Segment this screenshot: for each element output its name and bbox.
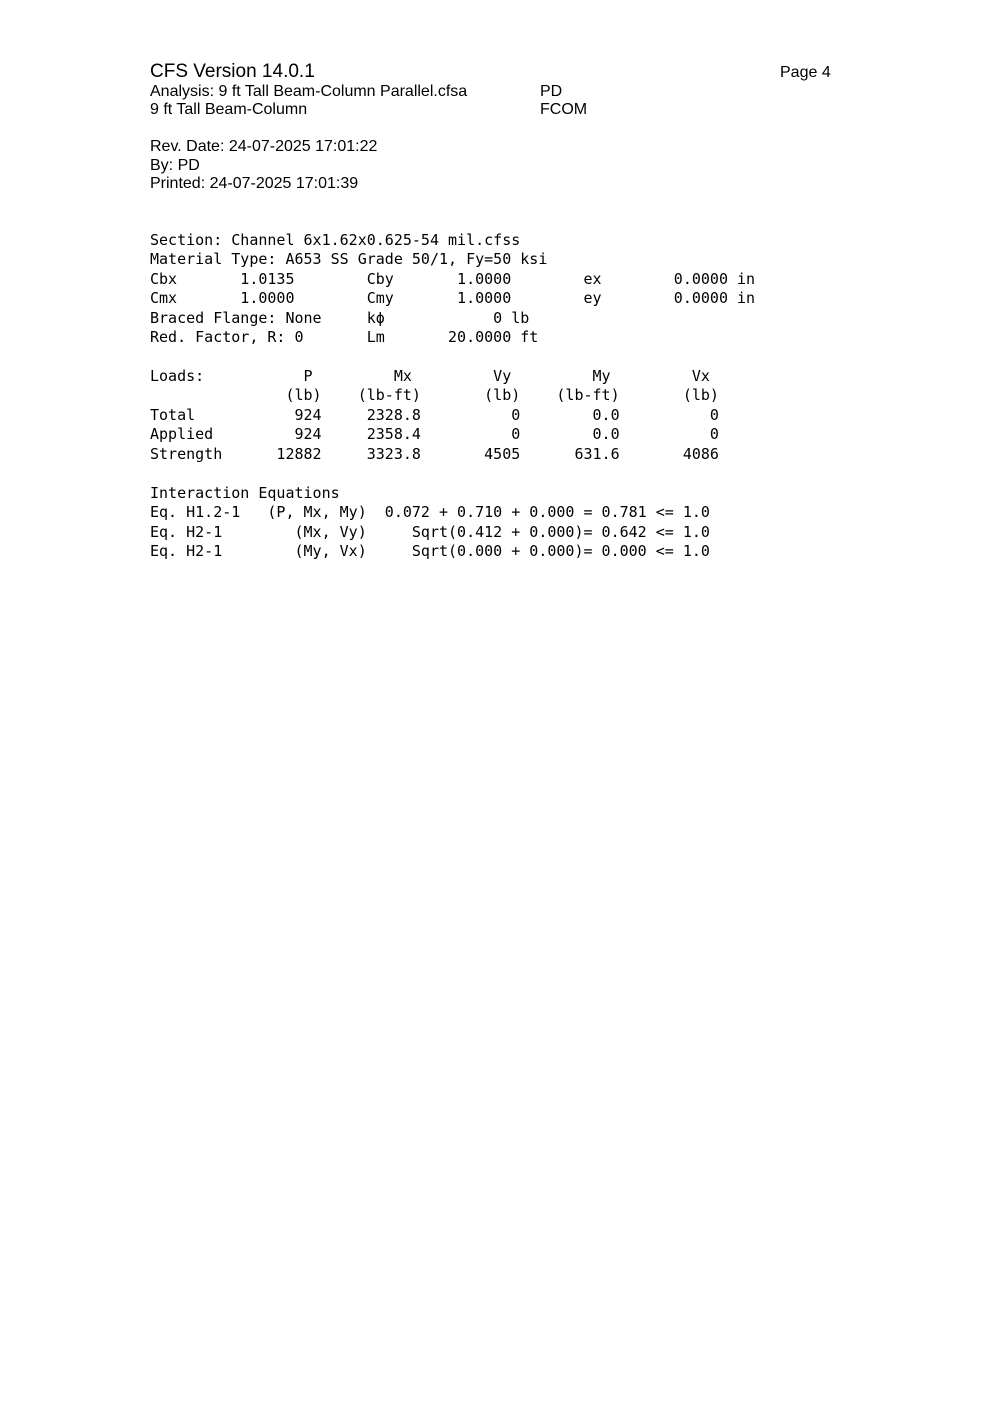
subtitle: 9 ft Tall Beam-Column — [150, 101, 308, 118]
equation-row: Eq. H2-1 (Mx, Vy) Sqrt(0.412 + 0.000)= 0.642 <= 1.0 — [150, 522, 710, 541]
loads-units-row: (lb) (lb-ft) (lb) (lb-ft) (lb) — [150, 386, 719, 404]
loads-row-strength: Strength 12882 3323.8 4505 631.6 4086 — [150, 444, 719, 463]
section-block — [150, 211, 755, 367]
page-number: Page 4 — [780, 64, 831, 81]
red-factor-line: Red. Factor, R: 0 Lm 20.0000 ft — [150, 328, 539, 346]
analysis-line: Analysis: 9 ft Tall Beam-Column Parallel.cfsa — [150, 83, 468, 100]
author: By: PD — [150, 157, 200, 174]
app-version-title: CFS Version 14.0.1 — [150, 61, 315, 82]
material-line: Material Type: A653 SS Grade 50/1, Fy=50 ksi — [150, 250, 548, 268]
loads-row-total: Total 924 2328.8 0 0.0 0 — [150, 405, 719, 424]
printed-date: Printed: 24-07-2025 17:01:39 — [150, 175, 359, 192]
equation-row: Eq. H1.2-1 (P, Mx, My) 0.072 + 0.710 + 0.000 = 0.781 <= 1.0 — [150, 503, 710, 521]
braced-flange-line: Braced Flange: None kϕ 0 lb — [150, 308, 530, 327]
cbx-line: Cbx 1.0135 Cby 1.0000 ex 0.0000 in — [150, 269, 756, 288]
rev-date: Rev. Date: 24-07-2025 17:01:22 — [150, 138, 378, 155]
interaction-title: Interaction Equations — [150, 483, 340, 502]
equation-row: Eq. H2-1 (My, Vx) Sqrt(0.000 + 0.000)= 0.000 <= 1.0 — [150, 542, 710, 560]
loads-header-row: Loads: P Mx Vy My Vx — [150, 366, 710, 385]
header-right-1: PD — [540, 83, 563, 100]
interaction-block — [150, 464, 710, 581]
loads-row-applied: Applied 924 2358.4 0 0.0 0 — [150, 425, 719, 443]
header-right-2: FCOM — [540, 101, 588, 118]
cmx-line: Cmx 1.0000 Cmy 1.0000 ey 0.0000 in — [150, 289, 756, 307]
section-line: Section: Channel 6x1.62x0.625-54 mil.cfss — [150, 230, 521, 249]
